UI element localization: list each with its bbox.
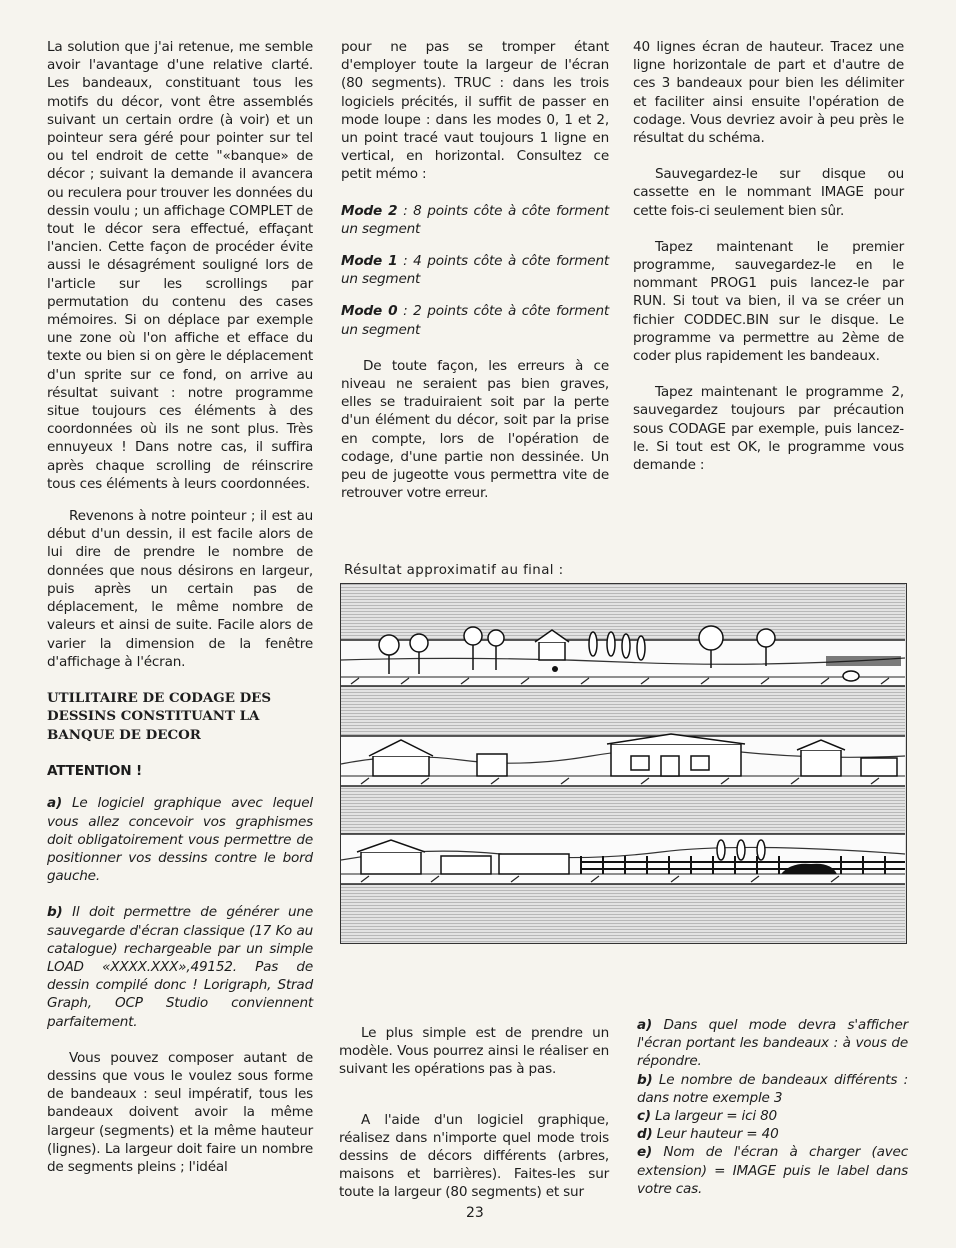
paragraph: La solution que j'ai retenue, me semble avoir l'avantage d'une relative clarté. Les bandeaux, constituant tous les motifs du décor, vont être assemblés suivant un certain ordre (à voir) et un pointeur sera géré pour pointer sur tel ou tel endroit de cette "«banque» de décor ; suivant la demande il avancera ou reculera pour trouver les données du dessin voulu ; un affichage COMPLET de tout le décor sera effectué, effaçant l'ancien. Cette façon de procéder évite aussi le désagrément souligné lors de l'article sur les scrollings par permutation du contenu des cases mémoires. Si on déplace par exemple une zone où l'on affiche et efface du texte ou bien si on gère le déplacement d'un sprite sur ce fond, on arrive au résultat suivant : notre programme situe toujours ces éléments à des coordonnées où ils ne sont plus. Très ennuyeux ! Dans notre cas, il suffira après chaque scrolling de réinscrire tous ces éléments à leurs coordonnées. (47, 39, 314, 492)
figure-caption: Résultat approximatif au final : (344, 563, 564, 578)
answer-label: b) (637, 1071, 653, 1088)
answer-c (637, 1107, 908, 1125)
point-a-label: a) (47, 795, 62, 812)
paragraph: Tapez maintenant le premier programme, sauvegardez-le en le nommant PROG1 puis lancez-le par RUN. Si tout va bien, il va se créer un fichier CODDEC.BIN sur le disque. Le programme va permettre au 2ème de coder plus rapidement les bandeaux. (633, 238, 904, 365)
column-1 (47, 38, 313, 1176)
column-2 (341, 38, 609, 502)
decor-screen-figure (340, 583, 907, 944)
attention-label: ATTENTION ! (47, 763, 142, 780)
column-3 (633, 38, 904, 474)
answer-text: Leur hauteur = 40 (652, 1126, 779, 1143)
mode-line (341, 302, 609, 338)
answer-e (637, 1143, 908, 1198)
paragraph: A l'aide d'un logiciel graphique, réalisez dans n'importe quel mode trois dessins de décors différents (arbres, maisons et barrières). Faites-les sur toute la largeur (80 segments) et sur (339, 1111, 609, 1201)
decor-screen-drawing (341, 584, 905, 942)
answer-text: La largeur = ici 80 (650, 1108, 777, 1125)
paragraph: Le plus simple est de prendre un modèle. Vous pourrez ainsi le réaliser en suivant les opérations pas à pas. (339, 1025, 609, 1078)
mode-label: Mode 2 (341, 202, 398, 219)
paragraph: Sauvegardez-le sur disque ou cassette en le nommant IMAGE pour cette fois-ci seulement bien sûr. (633, 166, 904, 219)
answer-a (637, 1016, 908, 1071)
mode-text: : 8 points côte à côte forment un segment (341, 202, 609, 237)
column-2-bottom (339, 1024, 609, 1202)
mode-line (341, 252, 609, 288)
answer-label: c) (637, 1108, 651, 1125)
answer-b (637, 1071, 908, 1107)
paragraph: De toute façon, les erreurs à ce niveau ne seraient pas bien graves, elles se traduiraient soit par la perte d'un élément du décor, soit par la prise en compte, lors de l'opération de codage, d'une partie non dessinée. Un peu de jugeotte vous permettra vite de retrouver votre erreur. (341, 357, 609, 502)
paragraph: 40 lignes écran de hauteur. Tracez une ligne horizontale de part et d'autre de ces 3 bandeaux pour bien les délimiter et faciliter ainsi ensuite l'opération de codage. Vous devriez avoir à peu près le résultat du schéma. (633, 39, 904, 147)
answer-text: Nom de l'écran à charger (avec extension) = IMAGE puis le label dans votre cas. (637, 1144, 908, 1197)
page-number: 23 (466, 1205, 484, 1221)
answer-label: a) (637, 1017, 652, 1033)
answer-label: e) (637, 1144, 653, 1161)
point-a (47, 794, 313, 885)
paragraph: Revenons à notre pointeur ; il est au début d'un dessin, il est facile alors de lui dire de prendre le nombre de données que nous désirons en largeur, puis après un certain pas de déplacement, le même nombre de valeurs et ainsi de suite. Facile alors de varier la dimension de la fenêtre d'affichage à l'écran. (47, 508, 313, 670)
section-heading: UTILITAIRE DE CODAGE DES DESSINS CONSTITUANT LA BANQUE DE DECOR (47, 689, 272, 743)
column-3-answers (637, 1016, 908, 1198)
mode-line (341, 202, 609, 238)
band-houses (341, 734, 905, 786)
mode-text: : 2 points côte à côte forment un segment (341, 303, 609, 338)
paragraph: Vous pouvez composer autant de dessins que vous le voulez sous forme de bandeaux : seul impératif, tous les bandeaux doivent avoir la même largeur (segments) et la même hauteur (lignes). La largeur doit faire un nombre de segments pleins ; l'idéal (47, 1049, 313, 1175)
point-b-label: b) (47, 904, 63, 921)
answer-d (637, 1125, 908, 1143)
mode-memo (341, 202, 609, 339)
mode-label: Mode 1 (341, 253, 398, 270)
paragraph: Tapez maintenant le programme 2, sauvegardez toujours par précaution sous CODAGE par exemple, puis lancez-le. Si tout est OK, le programme vous demande : (633, 384, 904, 474)
band-fences (341, 834, 905, 884)
mode-label: Mode 0 (341, 303, 398, 320)
point-b-text: Il doit permettre de générer une sauvegarde d'écran classique (17 Ko au catalogue) rechargeable par un simple LOAD «XXXX.XXX»,49152. Pas de dessin compilé donc ! Lorigraph, Strad Graph, OCP Studio conviennent parfaitement. (47, 904, 313, 1030)
answer-text: Dans quel mode devra s'afficher l'écran portant les bandeaux : à vous de répondre. (637, 1017, 908, 1070)
point-b (47, 903, 313, 1030)
point-a-text: Le logiciel graphique avec lequel vous allez concevoir vos graphismes doit obligatoirement vous permettre de positionner vos dessins contre le bord gauche. (47, 795, 313, 885)
answer-label: d) (637, 1126, 653, 1143)
mode-text: : 4 points côte à côte forment un segment (341, 253, 609, 288)
answer-text: Le nombre de bandeaux différents : dans notre exemple 3 (637, 1071, 908, 1106)
paragraph: pour ne pas se tromper étant d'employer toute la largeur de l'écran (80 segments). TRUC : dans les trois logiciels précités, il suffit de passer en mode loupe : dans les modes 0, 1 et 2, un point tracé vaut toujours 1 ligne en vertical, en horizontal. Consultez ce petit mémo : (341, 39, 609, 183)
